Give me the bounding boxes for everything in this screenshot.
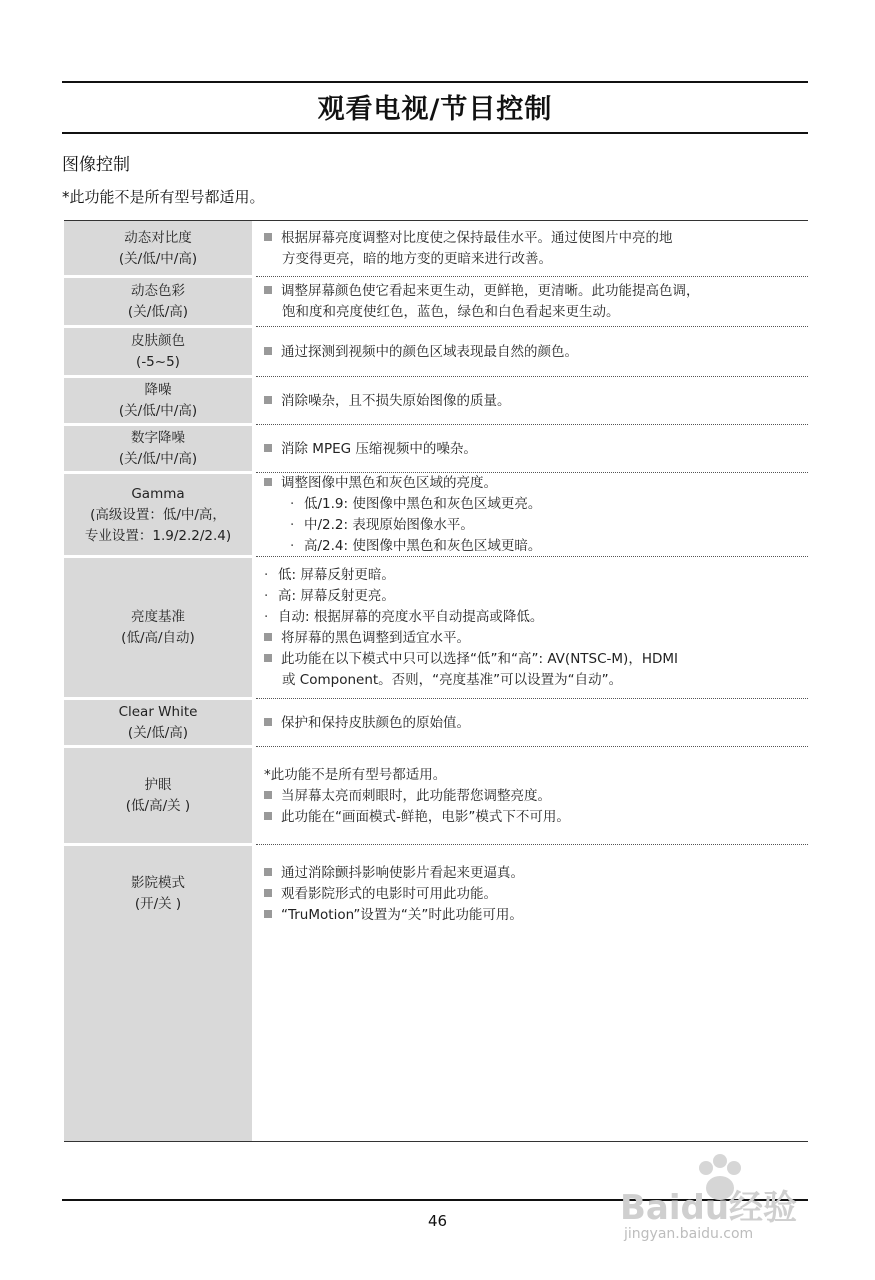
description-line	[264, 536, 800, 557]
description-text: 方变得更亮，暗的地方变的更暗来进行改善。	[282, 251, 552, 267]
square-bullet-icon	[264, 347, 272, 355]
row-divider	[256, 326, 808, 327]
setting-name: 动态对比度	[124, 230, 192, 246]
watermark-brand: Baidu经验	[620, 1188, 798, 1228]
setting-name: 数字降噪	[131, 430, 185, 446]
square-bullet-icon	[264, 812, 272, 820]
dot-bullet-icon: ·	[264, 588, 269, 604]
setting-description	[264, 377, 800, 425]
row-divider	[256, 376, 808, 377]
description-text: 将屏幕的黑色调整到适宜水平。	[281, 630, 470, 646]
description-text: 低: 屏幕反射更暗。	[278, 567, 395, 583]
description-line	[264, 565, 800, 586]
row-divider	[64, 325, 252, 328]
square-bullet-icon	[264, 633, 272, 641]
description-text: 自动: 根据屏幕的亮度水平自动提高或降低。	[278, 609, 544, 625]
square-bullet-icon	[264, 910, 272, 918]
square-bullet-icon	[264, 478, 272, 486]
row-divider	[64, 423, 252, 426]
setting-description	[264, 557, 800, 699]
description-text: 低/1.9: 使图像中黑色和灰色区域更亮。	[304, 496, 542, 512]
setting-options: (关/低/高)	[127, 304, 189, 320]
description-text: 高: 屏幕反射更亮。	[278, 588, 395, 604]
description-text: 饱和度和亮度使红色，蓝色，绿色和白色看起来更生动。	[282, 304, 620, 320]
setting-label	[64, 473, 252, 557]
setting-name: 降噪	[144, 382, 172, 398]
setting-options: (低/高/自动)	[121, 630, 195, 646]
description-line	[264, 765, 800, 786]
description-text: 根据屏幕亮度调整对比度使之保持最佳水平。通过使图片中亮的地	[281, 230, 673, 246]
setting-label	[64, 377, 252, 425]
description-text: 观看影院形式的电影时可用此功能。	[281, 886, 497, 902]
row-divider	[256, 698, 808, 699]
row-divider	[64, 275, 252, 278]
description-text: “TruMotion”设置为“关”时此功能可用。	[281, 907, 523, 923]
description-text: 消除噪杂，且不损失原始图像的质量。	[281, 392, 511, 409]
description-text: 调整屏幕颜色使它看起来更生动，更鲜艳，更清晰。此功能提高色调，	[281, 283, 700, 299]
dot-bullet-icon: ·	[290, 538, 295, 554]
section-title: 图像控制	[62, 155, 130, 175]
description-text: 当屏幕太亮而刺眼时，此功能帮您调整亮度。	[281, 788, 551, 804]
description-line	[264, 249, 800, 270]
table-row	[64, 277, 808, 327]
setting-description	[264, 747, 800, 845]
row-divider	[64, 843, 252, 846]
row-divider	[256, 276, 808, 277]
dot-bullet-icon: ·	[290, 517, 295, 533]
setting-description	[264, 845, 800, 1141]
row-divider	[64, 471, 252, 474]
setting-label	[64, 845, 252, 1141]
description-line	[264, 515, 800, 536]
setting-description	[264, 277, 800, 327]
setting-name: 动态色彩	[131, 283, 185, 299]
description-line	[264, 807, 800, 828]
description-line	[264, 884, 800, 905]
setting-description	[264, 221, 800, 277]
row-divider	[64, 375, 252, 378]
description-line	[264, 342, 800, 363]
square-bullet-icon	[264, 233, 272, 241]
description-line	[264, 586, 800, 607]
row-divider	[256, 844, 808, 845]
setting-label	[64, 327, 252, 377]
setting-options: (关/低/高)	[127, 725, 189, 741]
table-row	[64, 557, 808, 699]
square-bullet-icon	[264, 868, 272, 876]
table-row	[64, 473, 808, 557]
setting-options: (-5~5)	[136, 354, 180, 370]
description-text: 通过探测到视频中的颜色区域表现最自然的颜色。	[281, 343, 578, 360]
square-bullet-icon	[264, 396, 272, 404]
description-line	[264, 713, 800, 734]
square-bullet-icon	[264, 286, 272, 294]
dot-bullet-icon: ·	[264, 567, 269, 583]
table-row	[64, 699, 808, 747]
setting-label	[64, 557, 252, 699]
settings-table	[64, 220, 808, 1142]
description-text: 通过消除颤抖影响使影片看起来更逼真。	[281, 865, 524, 881]
description-line	[264, 628, 800, 649]
setting-name: Gamma	[131, 485, 185, 502]
row-divider	[256, 556, 808, 557]
square-bullet-icon	[264, 444, 272, 452]
row-divider	[64, 745, 252, 748]
page-number: 46	[427, 1212, 448, 1230]
setting-options: (低/高/关 )	[125, 798, 191, 814]
setting-name: 亮度基准	[131, 609, 185, 625]
table-row	[64, 747, 808, 845]
description-text: 中/2.2: 表现原始图像水平。	[304, 517, 474, 533]
table-row	[64, 377, 808, 425]
description-line	[264, 302, 800, 323]
description-text: 消除 MPEG 压缩视频中的噪杂。	[281, 440, 477, 457]
header-top-rule	[62, 81, 808, 83]
table-row	[64, 327, 808, 377]
description-line	[264, 439, 800, 460]
table-row	[64, 221, 808, 277]
setting-description	[264, 425, 800, 473]
setting-options: (高级设置：低/中/高，	[90, 506, 226, 523]
setting-label	[64, 699, 252, 747]
setting-name: Clear White	[118, 704, 198, 720]
description-line	[264, 494, 800, 515]
row-divider	[256, 472, 808, 473]
description-text: 保护和保持皮肤颜色的原始值。	[281, 714, 470, 731]
description-line	[264, 905, 800, 926]
description-text: 此功能在“画面模式-鲜艳，电影”模式下不可用。	[281, 809, 570, 825]
description-line	[264, 670, 800, 691]
setting-label	[64, 425, 252, 473]
description-text: 调整图像中黑色和灰色区域的亮度。	[281, 475, 497, 491]
description-line	[264, 649, 800, 670]
row-divider	[64, 697, 252, 700]
description-line	[264, 607, 800, 628]
header-bottom-rule	[62, 132, 808, 134]
page-title: 观看电视/节目控制	[317, 94, 553, 125]
square-bullet-icon	[264, 718, 272, 726]
setting-options: (关/低/中/高)	[118, 251, 198, 267]
setting-label	[64, 277, 252, 327]
row-divider	[256, 424, 808, 425]
setting-name: 皮肤颜色	[131, 333, 185, 349]
dot-bullet-icon: ·	[290, 496, 295, 512]
dot-bullet-icon: ·	[264, 609, 269, 625]
description-text: *此功能不是所有型号都适用。	[264, 767, 447, 783]
setting-name: 影院模式	[131, 875, 185, 891]
setting-label	[64, 747, 252, 845]
square-bullet-icon	[264, 889, 272, 897]
setting-description	[264, 473, 800, 557]
description-line	[264, 281, 800, 302]
square-bullet-icon	[264, 654, 272, 662]
description-line	[264, 863, 800, 884]
setting-description	[264, 327, 800, 377]
description-line	[264, 391, 800, 412]
setting-name: 护眼	[144, 777, 172, 793]
description-line	[264, 473, 800, 494]
setting-options: 专业设置：1.9/2.2/2.4)	[84, 527, 232, 544]
description-text: 高/2.4: 使图像中黑色和灰色区域更暗。	[304, 538, 542, 554]
setting-options: (关/低/中/高)	[118, 451, 198, 467]
description-text: 或 Component。否则，“亮度基准”可以设置为“自动”。	[282, 672, 623, 688]
description-line	[264, 786, 800, 807]
setting-label	[64, 221, 252, 277]
table-row	[64, 845, 808, 1141]
setting-options: (开/关 )	[134, 896, 182, 912]
description-text: 此功能在以下模式中只可以选择“低”和“高”: AV(NTSC-M)，HDMI	[281, 651, 678, 667]
setting-description	[264, 699, 800, 747]
availability-note: *此功能不是所有型号都适用。	[62, 188, 265, 206]
watermark-url: jingyan.baidu.com	[624, 1226, 754, 1242]
row-divider	[64, 555, 252, 558]
watermark	[620, 1150, 830, 1246]
setting-options: (关/低/中/高)	[118, 403, 198, 419]
description-line	[264, 228, 800, 249]
row-divider	[256, 746, 808, 747]
square-bullet-icon	[264, 791, 272, 799]
table-row	[64, 425, 808, 473]
